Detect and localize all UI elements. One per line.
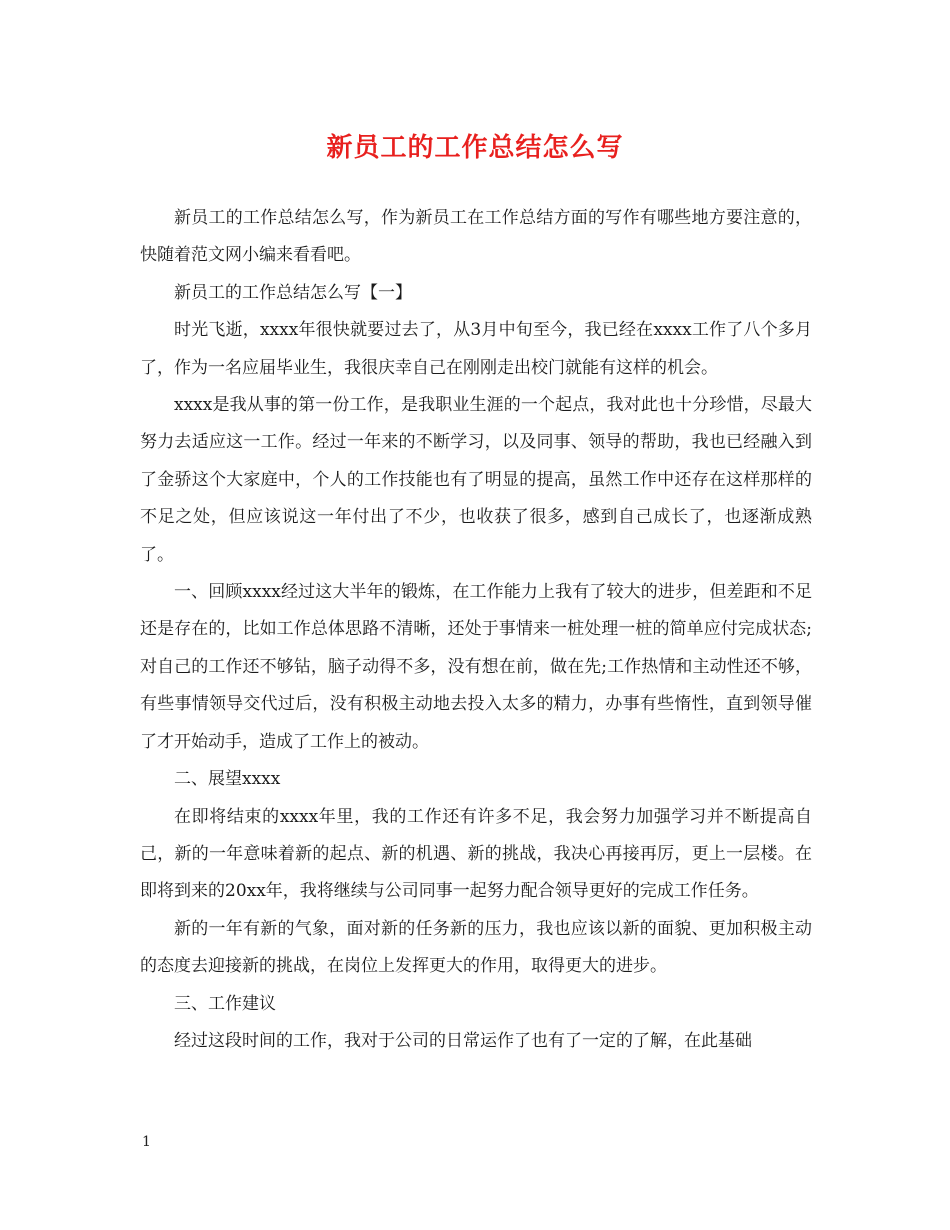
paragraph-outlook: 在即将结束的xxxx年里，我的工作还有许多不足，我会努力加强学习并不断提高自己，新的一年意味着新的起点、新的机遇、新的挑战，我决心再接再厉，更上一层楼。在即将到来的20xx年，我将继续与公司同事一起努力配合领导更好的完成工作任务。 bbox=[140, 806, 812, 902]
document-title: 新员工的工作总结怎么写 bbox=[326, 133, 624, 163]
paragraph-suggestions-heading: 三、工作建议 bbox=[174, 993, 276, 1014]
paragraph-new-year: 新的一年有新的气象，面对新的任务新的压力，我也应该以新的面貌、更加积极主动的态度去迎接新的挑战，在岗位上发挥更大的作用，取得更大的进步。 bbox=[140, 918, 812, 977]
paragraph-suggestions: 经过这段时间的工作，我对于公司的日常运作了也有了一定的了解，在此基础 bbox=[174, 1030, 752, 1051]
paragraph-outlook-heading: 二、展望xxxx bbox=[174, 769, 281, 790]
paragraph-section-heading: 新员工的工作总结怎么写【一】 bbox=[174, 282, 412, 303]
paragraph-review: 一、回顾xxxx经过这大半年的锻炼，在工作能力上我有了较大的进步，但差距和不足还是存在的，比如工作总体思路不清晰，还处于事情来一桩处理一桩的简单应付完成状态;对自己的工作还不够钻，脑子动得不多，没有想在前，做在先;工作热情和主动性还不够，有些事情领导交代过后，没有积极主动地去投入太多的精力，办事有些惰性，直到领导催了才开始动手，造成了工作上的被动。 bbox=[140, 582, 812, 752]
paragraph-first-job: xxxx是我从事的第一份工作，是我职业生涯的一个起点，我对此也十分珍惜，尽最大努力去适应这一工作。经过一年来的不断学习，以及同事、领导的帮助，我也已经融入到了金骄这个大家庭中，个人的工作技能也有了明显的提高，虽然工作中还存在这样那样的不足之处，但应该说这一年付出了不少，也收获了很多，感到自己成长了，也逐渐成熟了。 bbox=[140, 395, 812, 565]
paragraph-intro: 新员工的工作总结怎么写，作为新员工在工作总结方面的写作有哪些地方要注意的，快随着范文网小编来看看吧。 bbox=[140, 208, 812, 266]
paragraph-time-flies: 时光飞逝，xxxx年很快就要过去了，从3月中旬至今，我已经在xxxx工作了八个多月了，作为一名应届毕业生，我很庆幸自己在刚刚走出校门就能有这样的机会。 bbox=[140, 320, 812, 378]
page-number: 1 bbox=[142, 1134, 151, 1150]
document-body bbox=[140, 200, 812, 1060]
